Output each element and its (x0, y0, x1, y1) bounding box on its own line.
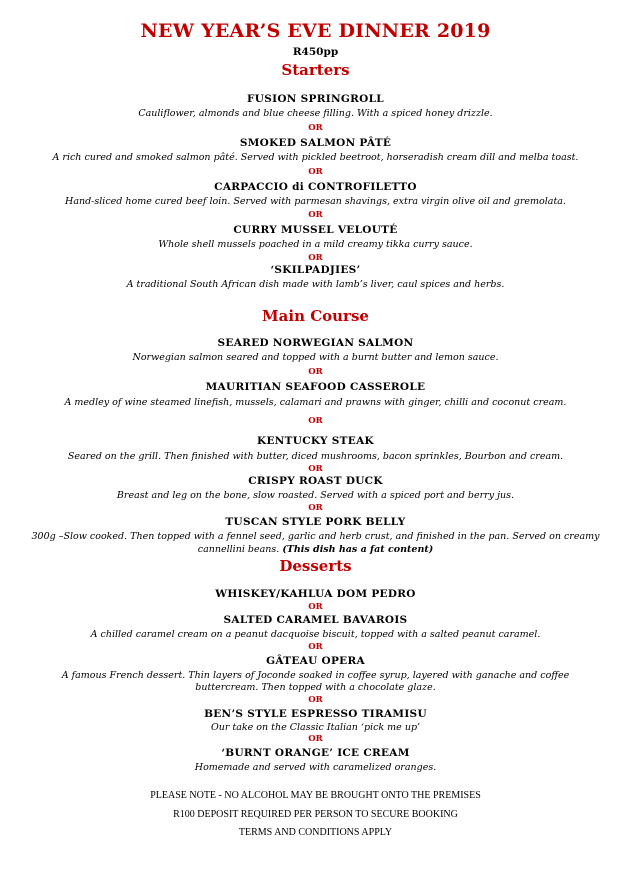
or-separator: OR (308, 734, 323, 744)
dish-description: A chilled caramel cream on a peanut dacquoise biscuit, topped with a salted peanut caramel. (90, 629, 541, 640)
or-separator: OR (308, 210, 323, 220)
dish-name: WHISKEY/KAHLUA DOM PEDRO (215, 588, 416, 600)
or-separator: OR (308, 123, 323, 133)
price-per-person: R450pp (292, 46, 339, 58)
dish-name: BEN’S STYLE ESPRESSO TIRAMISU (204, 708, 427, 720)
dish-name: ‘BURNT ORANGE’ ICE CREAM (221, 747, 410, 759)
dish-name: SALTED CARAMEL BAVAROIS (223, 614, 408, 626)
or-separator: OR (308, 503, 323, 513)
section-heading-main-course: Main Course (262, 307, 369, 325)
dish-description (0, 544, 631, 555)
dish-description: 300g –Slow cooked. Then topped with a fennel seed, garlic and herb crust, and finished in the pan. Served on creamy (31, 531, 600, 542)
or-separator: OR (308, 464, 323, 474)
dish-name: ‘SKILPADJIES’ (270, 264, 361, 276)
dish-name: MAURITIAN SEAFOOD CASSEROLE (205, 381, 426, 393)
or-separator: OR (308, 253, 323, 263)
dish-description: Breast and leg on the bone, slow roasted. Served with a spiced port and berry jus. (116, 490, 515, 501)
dish-fat-note: (This dish has a fat content) (282, 544, 434, 555)
dish-name: CURRY MUSSEL VELOUTÉ (233, 224, 398, 236)
dish-description: Whole shell mussels poached in a mild creamy tikka curry sauce. (158, 239, 473, 250)
dish-description: A rich cured and smoked salmon pâté. Served with pickled beetroot, horseradish cream dill and melba toast. (52, 152, 579, 163)
or-separator: OR (308, 167, 323, 177)
footer-note: R100 DEPOSIT REQUIRED PER PERSON TO SECURE BOOKING (173, 809, 458, 820)
footer-note: TERMS AND CONDITIONS APPLY (238, 827, 393, 838)
or-separator: OR (308, 602, 323, 612)
dish-name: TUSCAN STYLE PORK BELLY (225, 516, 406, 528)
dish-description: Our take on the Classic Italian ‘pick me up’ (210, 722, 421, 733)
or-separator: OR (308, 642, 323, 652)
dish-description: buttercream. Then topped with a chocolate glaze. (195, 682, 436, 693)
dish-name: SEARED NORWEGIAN SALMON (217, 337, 414, 349)
dish-name: GÂTEAU OPERA (266, 655, 365, 667)
dish-description: Homemade and served with caramelized oranges. (194, 762, 437, 773)
dish-description: A medley of wine steamed linefish, mussels, calamari and prawns with ginger, chilli and coconut cream. (64, 397, 567, 408)
or-separator: OR (308, 695, 323, 705)
dish-name: KENTUCKY STEAK (257, 435, 374, 447)
dish-description-text: cannellini beans. (197, 544, 283, 555)
dish-name: FUSION SPRINGROLL (247, 93, 384, 105)
dish-description: A traditional South African dish made with lamb’s liver, caul spices and herbs. (126, 279, 505, 290)
page-title: NEW YEAR’S EVE DINNER 2019 (140, 20, 491, 42)
footer-note: PLEASE NOTE - NO ALCOHOL MAY BE BROUGHT ONTO THE PREMISES (150, 790, 481, 801)
dish-description: A famous French dessert. Thin layers of Joconde soaked in coffee syrup, layered with ganache and coffee (61, 670, 570, 681)
dish-description: Norwegian salmon seared and topped with a burnt butter and lemon sauce. (132, 352, 499, 363)
or-separator: OR (308, 367, 323, 377)
dish-description: Hand-sliced home cured beef loin. Served with parmesan shavings, extra virgin olive oil and gremolata. (65, 196, 566, 207)
section-heading-starters: Starters (281, 61, 350, 79)
dish-description: Cauliflower, almonds and blue cheese filling. With a spiced honey drizzle. (138, 108, 493, 119)
or-separator: OR (308, 416, 323, 426)
dish-name: SMOKED SALMON PÂTÉ (239, 137, 392, 149)
section-heading-desserts: Desserts (279, 557, 352, 575)
dish-name: CARPACCIO di CONTROFILETTO (214, 181, 417, 193)
dish-description: Seared on the grill. Then finished with butter, diced mushrooms, bacon sprinkles, Bourbon and cream. (67, 451, 564, 462)
dish-name: CRISPY ROAST DUCK (248, 475, 383, 487)
